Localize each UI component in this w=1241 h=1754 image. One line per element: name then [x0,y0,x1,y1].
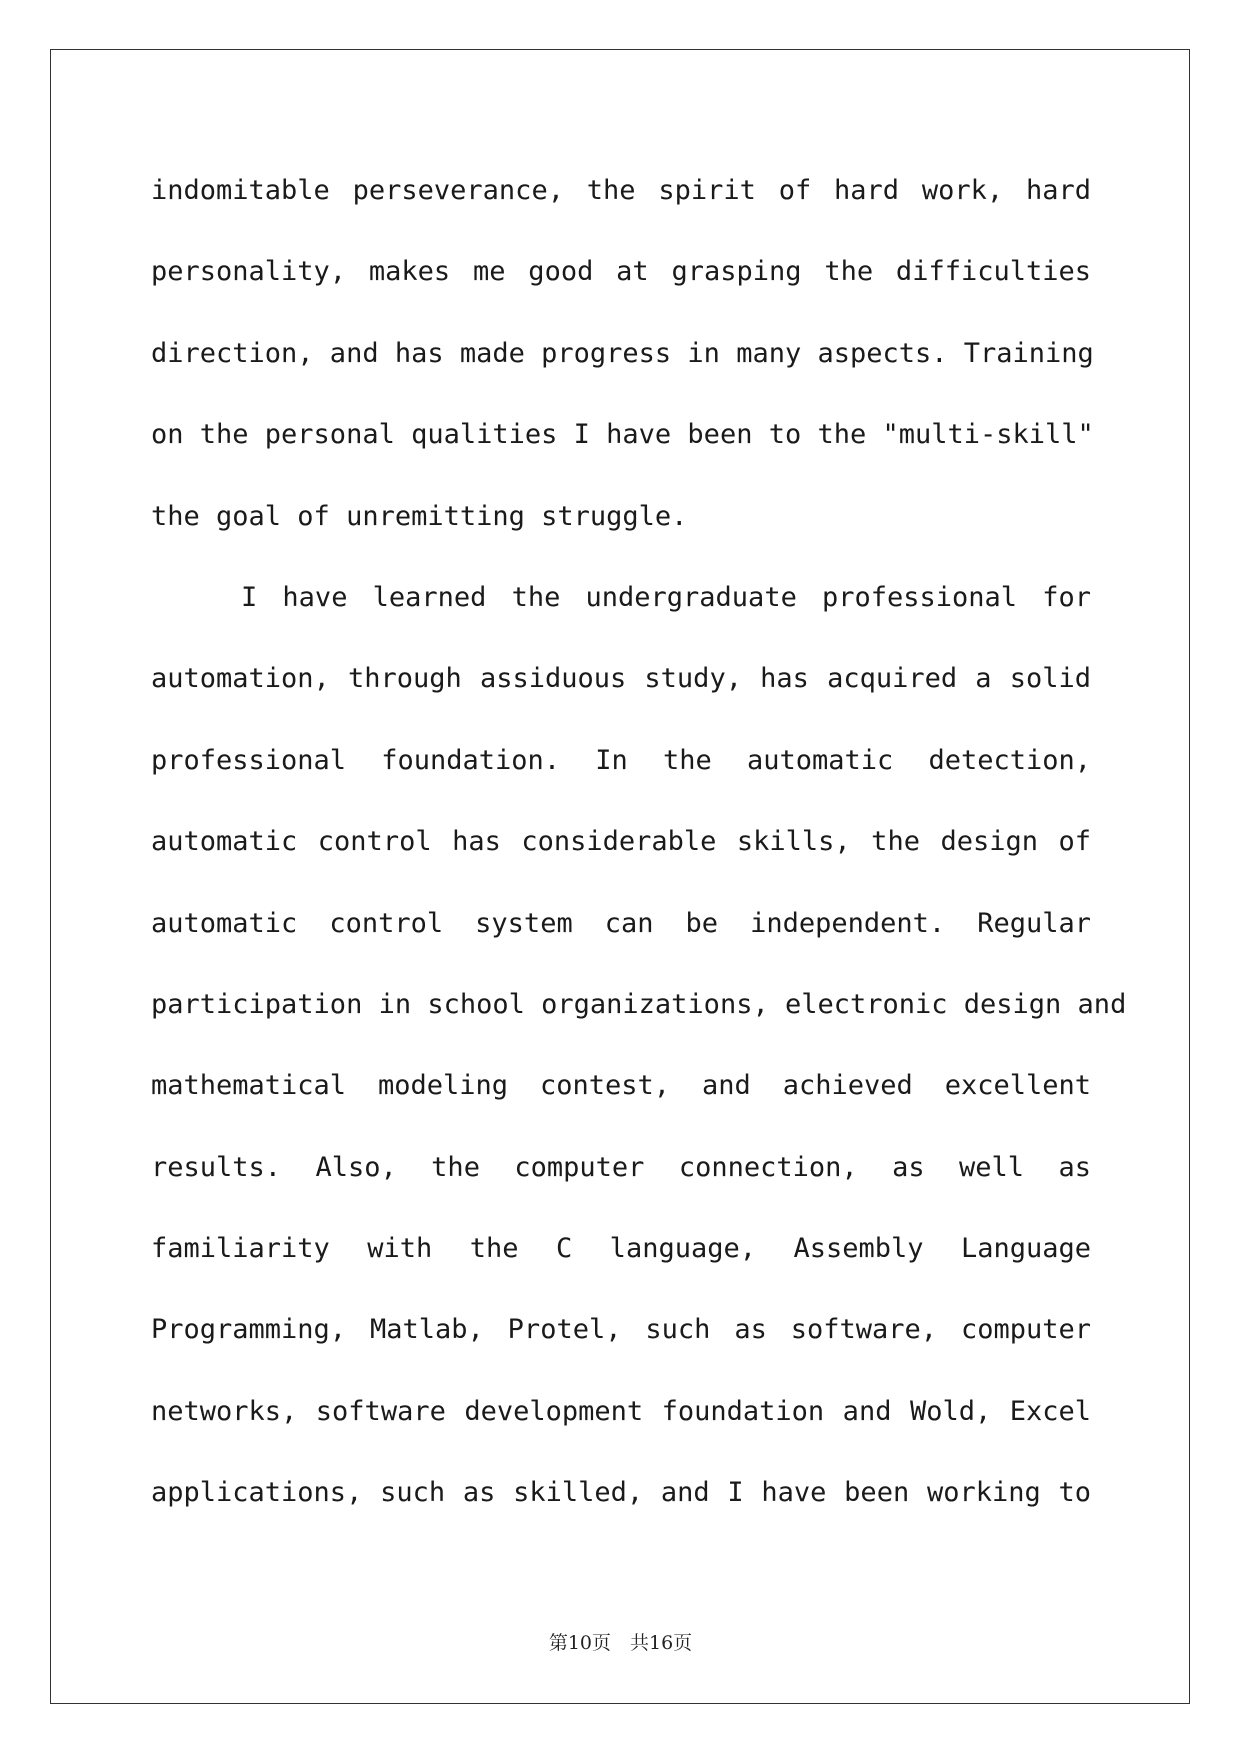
text-line: Programming, Matlab, Protel, such as software, computer [151,1314,1091,1346]
text-line: networks, software development foundation and Wold, Excel [151,1395,1091,1427]
text-line: professional foundation. In the automatic detection, [151,744,1091,776]
text-line: automatic control system can be independent. Regular [151,907,1091,939]
paragraph-last-line: the goal of unremitting struggle. [151,500,688,532]
text-line: applications, such as skilled, and I have been working to [151,1477,1091,1509]
text-line: direction, and has made progress in many aspects. Training [151,337,1094,369]
text-line: personality, makes me good at grasping the difficulties [151,256,1091,288]
body-text [151,150,1127,1534]
text-line: automatic control has considerable skills, the design of [151,826,1091,858]
text-line: familiarity with the C language, Assembly Language [151,1233,1091,1265]
text-line: automation, through assiduous study, has acquired a solid [151,663,1091,695]
text-line: participation in school organizations, electronic design and [151,988,1127,1020]
text-line: on the personal qualities I have been to the "multi-skill" [151,419,1094,451]
text-line: results. Also, the computer connection, as well as [151,1151,1091,1183]
text-line: mathematical modeling contest, and achieved excellent [151,1070,1091,1102]
text-line: indomitable perseverance, the spirit of hard work, hard [151,175,1091,206]
page-number-footer: 第10页 共16页 [548,1632,693,1654]
paragraph-first-line: I have learned the undergraduate professional for [241,581,1091,613]
